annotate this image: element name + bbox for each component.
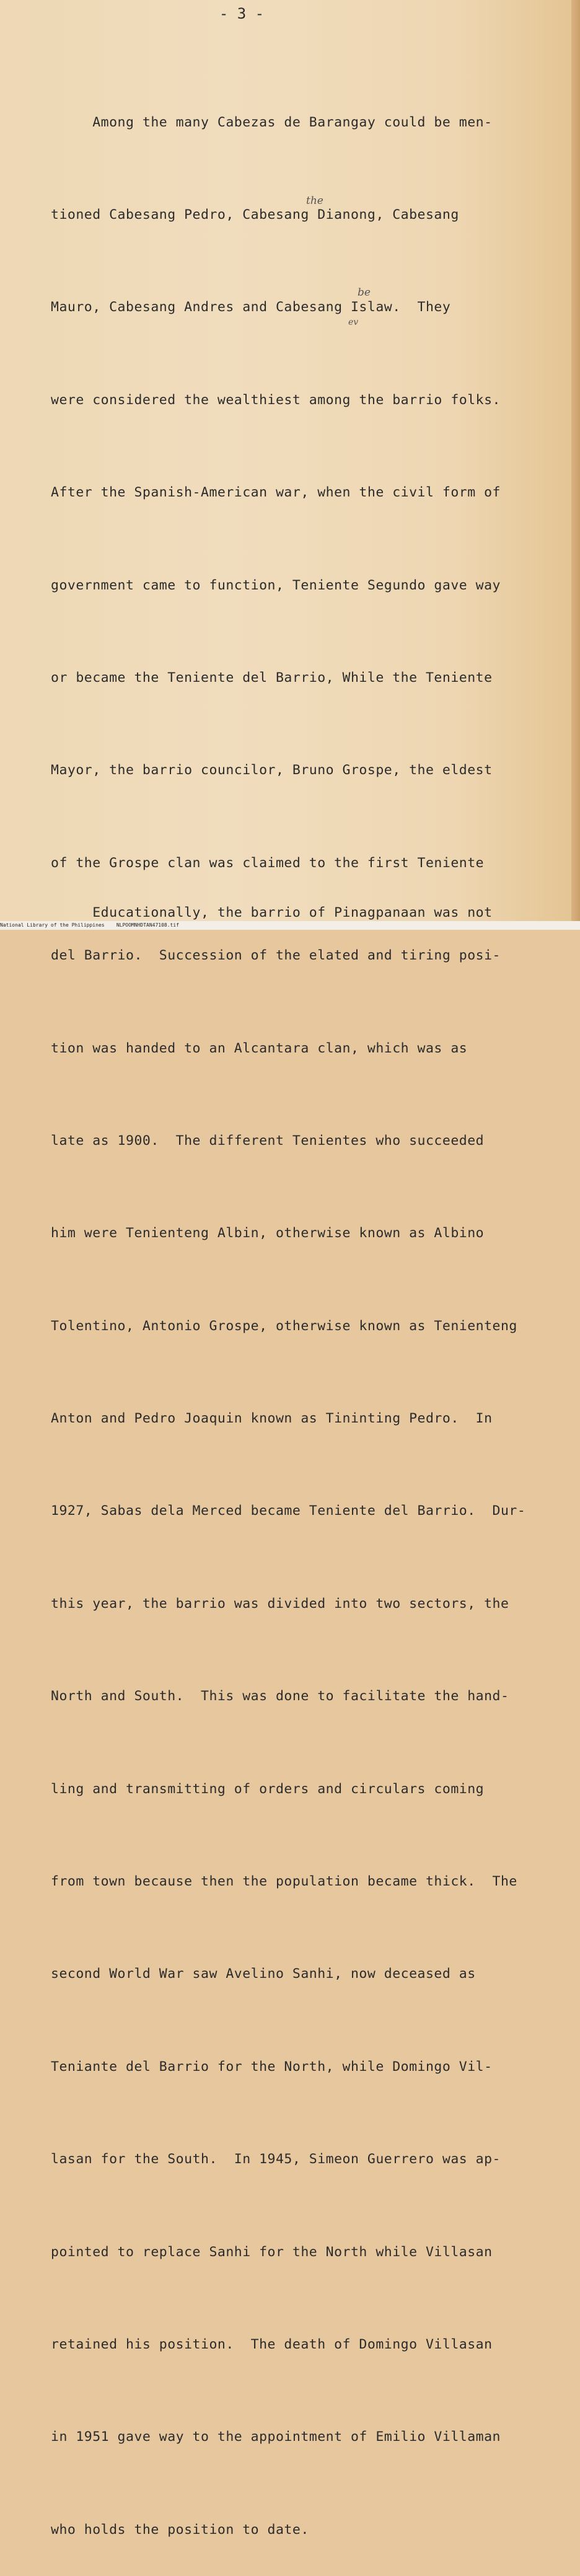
text-line: retained his position. The death of Domingo Villasan: [51, 2336, 493, 2352]
text-line: Anton and Pedro Joaquin known as Tininting Pedro. In: [51, 1411, 493, 1427]
text-line: of the Grospe clan was claimed to the first Teniente: [51, 855, 485, 871]
text-line: Teniante del Barrio for the North, while Domingo Vil-: [51, 2058, 493, 2075]
text-line: Mayor, the barrio councilor, Bruno Grospe, the eldest: [51, 762, 493, 779]
text-line: pointed to replace Sanhi for the North while Villasan: [51, 2244, 493, 2260]
paragraph-body: [51, 45, 559, 2576]
text-line: or became the Teniente del Barrio, While the Teniente: [51, 669, 493, 686]
footer-caption: National Library of the Philippines NLPOOMNHDTAN47108.tif: [0, 921, 580, 930]
page-edge: [571, 0, 580, 930]
handwritten-insertion-be: be: [358, 286, 371, 299]
text-line: him were Tenienteng Albin, otherwise known as Albino: [51, 1225, 485, 1242]
text-line: del Barrio. Succession of the elated and tiring posi-: [51, 948, 501, 964]
handwritten-insertion-ev: ev: [348, 317, 359, 327]
text-line: second World War saw Avelino Sanhi, now deceased as: [51, 1966, 476, 1982]
text-line: lasan for the South. In 1945, Simeon Guerrero was ap-: [51, 2151, 501, 2168]
text-line: from town because then the population became thick. The: [51, 1874, 517, 1890]
text-line: tioned Cabesang Pedro, Cabesang Dianong, Cabesang: [51, 206, 459, 223]
text-line: ling and transmitting of orders and circulars coming: [51, 1781, 485, 1797]
text-line: 1927, Sabas dela Merced became Teniente del Barrio. Dur-: [51, 1503, 526, 1519]
text-line: were considered the wealthiest among the barrio folks.: [51, 392, 501, 408]
page-number: - 3 -: [219, 5, 265, 22]
text-line: who holds the position to date.: [51, 2521, 309, 2538]
text-line: Among the many Cabezas de Barangay could be men-: [51, 114, 493, 130]
text-line: this year, the barrio was divided into two sectors, the: [51, 1595, 509, 1612]
text-line: After the Spanish-American war, when the civil form of: [51, 485, 501, 501]
text-line: North and South. This was done to facilitate the hand-: [51, 1688, 509, 1705]
text-line: tion was handed to an Alcantara clan, which was as: [51, 1040, 468, 1056]
text-line: Mauro, Cabesang Andres and Cabesang Islaw. They: [51, 299, 451, 315]
handwritten-insertion-the: the: [306, 195, 323, 207]
text-line: late as 1900. The different Tenientes who succeeded: [51, 1132, 485, 1149]
text-line: Tolentino, Antonio Grospe, otherwise known as Tenienteng: [51, 1318, 517, 1334]
paragraph-2-first-line: Educationally, the barrio of Pinagpanaan was not: [51, 905, 493, 920]
text-line: government came to function, Teniente Segundo gave way: [51, 577, 501, 593]
text-line: in 1951 gave way to the appointment of Emilio Villaman: [51, 2429, 501, 2445]
